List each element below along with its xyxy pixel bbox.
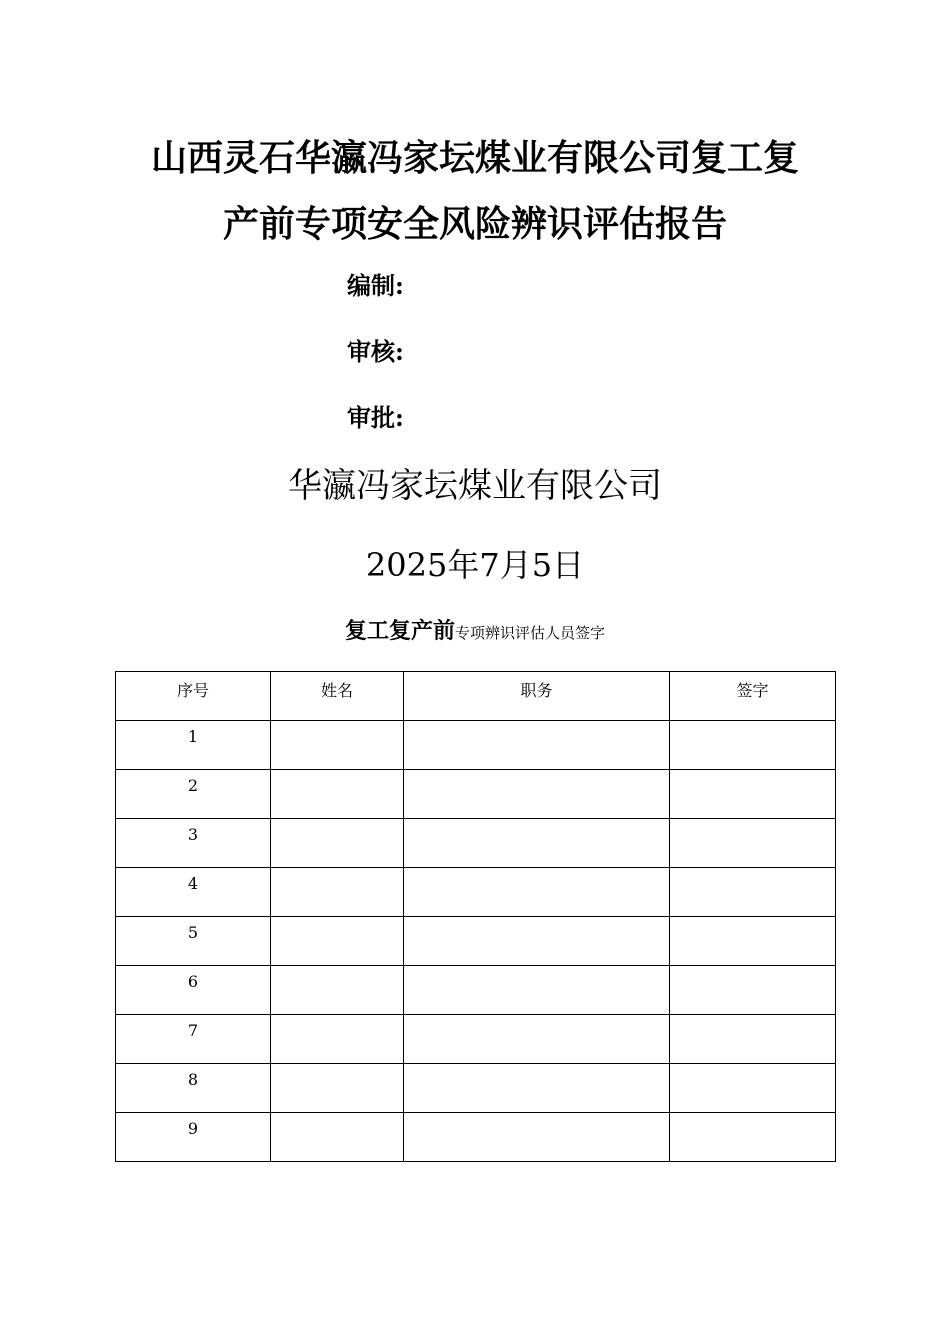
- position-cell[interactable]: [404, 819, 670, 868]
- signature-table: [115, 671, 836, 1162]
- name-cell[interactable]: [271, 1015, 404, 1064]
- compiled-by-label: 编制:: [347, 271, 404, 300]
- name-cell[interactable]: [271, 917, 404, 966]
- row-number-cell: 2: [116, 770, 271, 819]
- position-cell[interactable]: [404, 1113, 670, 1162]
- approved-by-label: 审批:: [347, 403, 404, 432]
- header-position: 职务: [404, 672, 670, 721]
- row-number-cell: 1: [116, 721, 271, 770]
- signature-cell[interactable]: [670, 770, 836, 819]
- row-number-cell: 3: [116, 819, 271, 868]
- caption-sub: 专项辨识评估人员签字: [455, 624, 606, 642]
- signature-cell[interactable]: [670, 868, 836, 917]
- position-cell[interactable]: [404, 966, 670, 1015]
- position-cell[interactable]: [404, 1064, 670, 1113]
- table-row: [116, 1064, 836, 1113]
- row-number-cell: 5: [116, 917, 271, 966]
- name-cell[interactable]: [271, 819, 404, 868]
- table-row: [116, 819, 836, 868]
- reviewed-by-label: 审核:: [347, 337, 404, 366]
- table-row: [116, 721, 836, 770]
- signature-cell[interactable]: [670, 721, 836, 770]
- report-title-line-2: 产前专项安全风险辨识评估报告: [222, 203, 727, 245]
- table-row: [116, 1015, 836, 1064]
- position-cell[interactable]: [404, 770, 670, 819]
- position-cell[interactable]: [404, 868, 670, 917]
- table-row: [116, 966, 836, 1015]
- table-header-row: [116, 672, 836, 721]
- signature-cell[interactable]: [670, 917, 836, 966]
- name-cell[interactable]: [271, 868, 404, 917]
- name-cell[interactable]: [271, 966, 404, 1015]
- name-cell[interactable]: [271, 1064, 404, 1113]
- table-row: [116, 917, 836, 966]
- signature-cell[interactable]: [670, 1113, 836, 1162]
- row-number-cell: 6: [116, 966, 271, 1015]
- table-row: [116, 1113, 836, 1162]
- position-cell[interactable]: [404, 917, 670, 966]
- table-caption: [0, 614, 950, 645]
- header-signature: 签字: [670, 672, 836, 721]
- name-cell[interactable]: [271, 770, 404, 819]
- signature-cell[interactable]: [670, 966, 836, 1015]
- position-cell[interactable]: [404, 721, 670, 770]
- position-cell[interactable]: [404, 1015, 670, 1064]
- signature-cell[interactable]: [670, 819, 836, 868]
- row-number-cell: 9: [116, 1113, 271, 1162]
- header-no: 序号: [116, 672, 271, 721]
- signature-cell[interactable]: [670, 1015, 836, 1064]
- row-number-cell: 7: [116, 1015, 271, 1064]
- row-number-cell: 4: [116, 868, 271, 917]
- row-number-cell: 8: [116, 1064, 271, 1113]
- signature-cell[interactable]: [670, 1064, 836, 1113]
- table-row: [116, 868, 836, 917]
- report-title-line-1: 山西灵石华瀛冯家坛煤业有限公司复工复: [150, 137, 799, 179]
- name-cell[interactable]: [271, 721, 404, 770]
- caption-main: 复工复产前: [344, 618, 455, 644]
- table-row: [116, 770, 836, 819]
- report-date: 2025年7月5日: [365, 546, 585, 584]
- header-name: 姓名: [271, 672, 404, 721]
- name-cell[interactable]: [271, 1113, 404, 1162]
- company-name: 华瀛冯家坛煤业有限公司: [288, 466, 662, 506]
